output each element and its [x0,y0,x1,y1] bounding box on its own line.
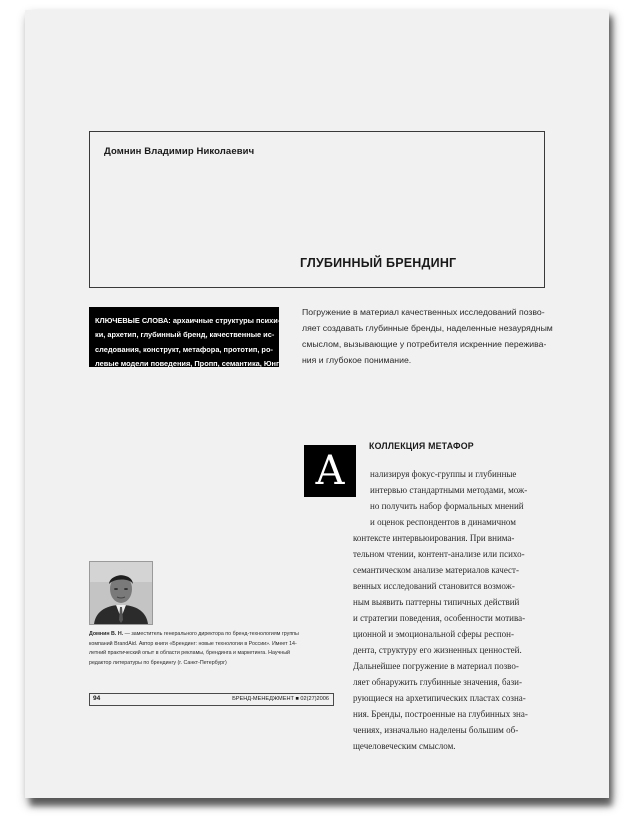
author-photo [89,561,153,625]
journal-issue: БРЕНД-МЕНЕДЖМЕНТ ■ 02(27)2006 [232,696,329,702]
body-line: но получить набор формальных мнений [370,501,524,511]
author-portrait-image [90,562,152,624]
keywords-line: архаичные структуры психи- [170,316,281,325]
keywords-box [89,307,279,367]
body-line: тельном чтении, контент-анализе или психо- [353,549,525,559]
bio-line: компаний BrandAid. Автор книги «Брендинг: новые технологии в России». Имеет 14- [89,640,297,647]
section-heading: КОЛЛЕКЦИЯ МЕТАФОР [369,441,474,451]
page-number: 94 [93,695,101,702]
body-line: ным выявить паттерны типичных действий [353,597,520,607]
body-line: семантическом анализе материалов качест- [353,565,519,575]
bio-name: Домнин В. Н. [89,631,124,637]
page-footer [89,693,334,706]
intro-paragraph [302,304,553,368]
keywords-line: следования, конструкт, метафора, прототип, ро- [95,344,273,354]
author-bio [89,630,339,668]
body-line: дента, структуру его жизненных ценностей. [353,645,522,655]
keywords-label: КЛЮЧЕВЫЕ СЛОВА: [95,316,171,325]
body-line: и оценок респондентов в динамичном [370,517,516,527]
body-line: нализируя фокус-группы и глубинные [370,469,517,479]
bio-line: редактор литературы по брендингу (г. Санкт-Петербург) [89,659,227,666]
keywords-line: ки, архетип, глубинный бренд, качественные ис- [95,330,275,340]
bio-line: летний практический опыт в области рекламы, брендинга и маркетинга. Научный [89,650,290,657]
author-name: Домнин Владимир Николаевич [104,146,255,157]
body-line: чениях, изначально наделены большим об- [353,725,519,735]
article-header-box [89,131,545,288]
section-body [303,466,545,754]
body-line: ционной и эмоциональной сферы респон- [353,629,514,639]
article-title: ГЛУБИННЫЙ БРЕНДИНГ [300,256,457,270]
intro-line: ляет создавать глубинные бренды, наделенные незаурядным [302,323,553,333]
intro-line: Погружение в материал качественных исследований позво- [302,307,545,317]
body-line: Дальнейшее погружение в материал позво- [353,661,519,671]
body-line: венных исследований становится возмож- [353,581,515,591]
drop-cap: А [304,445,356,497]
body-line: ляет обнаружить глубинные значения, бази- [353,677,522,687]
intro-line: ния и глубокое понимание. [302,355,412,365]
body-line: ния. Бренды, построенные на глубинных зна- [353,709,528,719]
body-line: контексте интервьюирования. При внима- [353,533,515,543]
body-line: щечеловеческим смыслом. [353,741,456,751]
body-line: рующиеся на архетипических пластах созна- [353,693,526,703]
intro-line: смыслом, вызывающие у потребителя искренние пережива- [302,339,547,349]
body-line: интервью стандартными методами, мож- [370,485,528,495]
page [25,10,609,798]
body-line: и стратегии поведения, особенности мотива- [353,613,526,623]
bio-line: — заместитель генерального директора по бренд-технологиям группы [123,631,299,637]
keywords-line: левые модели поведения, Пропп, семантика, Юнг [95,359,280,369]
